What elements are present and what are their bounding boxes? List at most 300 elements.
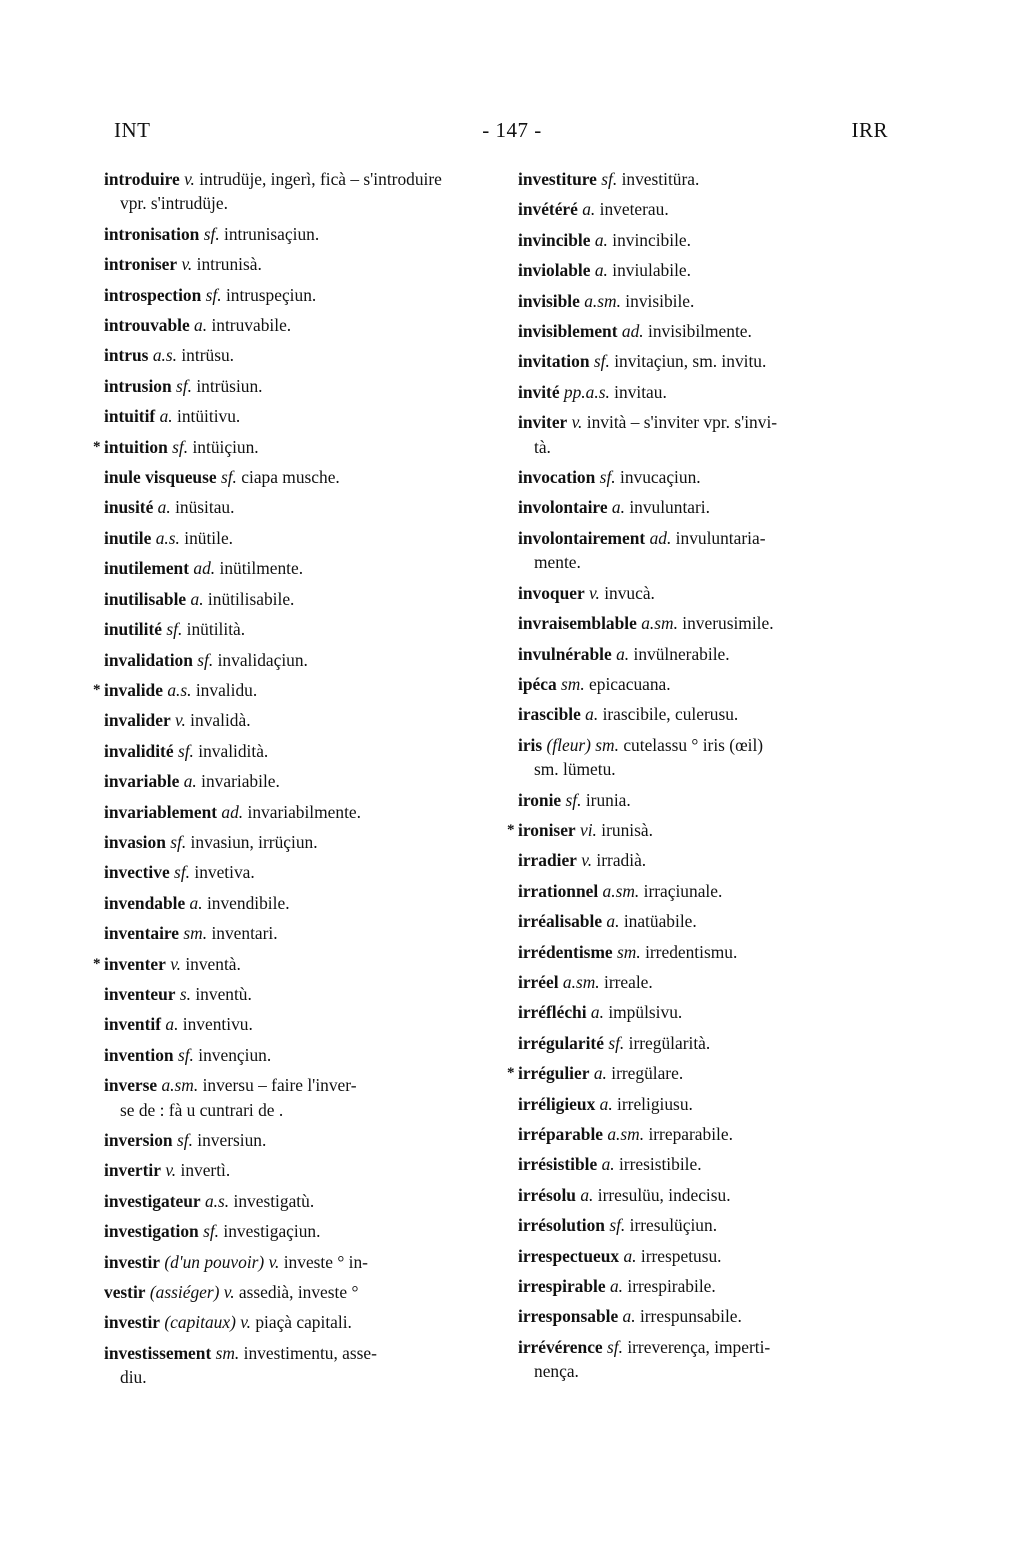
entry-translation: invendibile.: [206, 892, 290, 913]
entry-headword: inverse: [104, 1075, 158, 1096]
entry-grammar: a.sm.: [607, 1124, 645, 1144]
entry-grammar: a.: [594, 260, 608, 281]
dictionary-entry: [518, 1271, 896, 1301]
entry-translation: inütile.: [184, 527, 234, 548]
entry-translation: inüsitau.: [175, 497, 235, 518]
entry-translation: intüitivu.: [176, 406, 241, 427]
entry-translation: inverusimile.: [682, 613, 774, 634]
entry-headword: irrésolution: [518, 1215, 605, 1236]
dictionary-entry: [104, 371, 476, 401]
right-column: [507, 164, 896, 1387]
dictionary-entry: [104, 310, 476, 340]
entry-grammar: ad.: [193, 558, 216, 579]
dictionary-entry: [104, 888, 476, 918]
entry-grammar: a.s.: [152, 345, 177, 366]
entry-continuation: diu.: [120, 1367, 147, 1388]
entry-headword: introniser: [104, 254, 178, 275]
dictionary-entry: [518, 462, 896, 492]
entry-headword: inviter: [518, 412, 568, 433]
entry-grammar: a.: [623, 1245, 637, 1266]
dictionary-entry: [518, 377, 896, 407]
entry-grammar: sm.: [215, 1342, 240, 1363]
entry-translation: investigatù.: [233, 1190, 315, 1211]
entry-headword: inventif: [104, 1014, 162, 1035]
dictionary-entry: [518, 845, 896, 875]
entry-grammar: a.: [590, 1002, 604, 1023]
entry-grammar: a.: [190, 588, 204, 609]
dictionary-entry: [93, 432, 476, 462]
entry-headword: invocation: [518, 467, 596, 488]
entry-continuation: sm. lümetu.: [534, 759, 616, 780]
entry-headword: investiture: [518, 169, 597, 189]
dictionary-entry: [518, 967, 896, 997]
header-guide-word-left: INT: [114, 118, 151, 142]
entry-translation: inventà.: [185, 953, 241, 974]
entry-grammar: ad.: [621, 321, 644, 342]
dictionary-entry: [104, 766, 476, 796]
entry-headword: invétéré: [518, 199, 578, 220]
dictionary-entry: [104, 280, 476, 310]
entry-grammar: a.: [582, 199, 596, 220]
dictionary-entry: [518, 997, 896, 1027]
entry-headword: intrus: [104, 345, 149, 366]
entry-headword: intuition: [104, 436, 168, 457]
entry-headword: irrégularité: [518, 1032, 604, 1053]
entry-grammar: (assiéger) v.: [149, 1282, 235, 1303]
entry-star-marker: *: [507, 821, 515, 838]
dictionary-entry: [518, 255, 896, 285]
entry-headword: invoquer: [518, 582, 585, 603]
entry-translation: irreale.: [603, 971, 653, 992]
entry-translation: investitüra.: [621, 169, 700, 189]
dictionary-entry: [104, 1040, 476, 1070]
dictionary-entry: [518, 876, 896, 906]
entry-headword: invisiblement: [518, 321, 618, 342]
entry-grammar: (fleur) sm.: [546, 734, 619, 755]
entry-translation: irrespunsabile.: [639, 1306, 742, 1327]
entry-translation: invisibile.: [625, 290, 695, 311]
entry-translation: invalidu.: [195, 679, 258, 700]
entry-headword: irrespirable: [518, 1276, 606, 1297]
dictionary-entry: [518, 608, 896, 638]
entry-translation: inversiun.: [197, 1130, 267, 1150]
entry-star-marker: *: [507, 1065, 515, 1082]
dictionary-entry: [104, 614, 476, 644]
entry-grammar: sf.: [176, 375, 192, 396]
entry-headword: irréparable: [518, 1124, 603, 1144]
entry-translation: irregülarità.: [628, 1032, 711, 1053]
dictionary-entry: [104, 584, 476, 614]
entry-headword: irréfléchi: [518, 1002, 587, 1023]
entry-translation: inveterau.: [599, 199, 669, 220]
entry-translation: irradià.: [596, 850, 647, 871]
entry-translation: invincibile.: [612, 229, 691, 250]
entry-translation: invitaçiun, sm. invitu.: [614, 351, 767, 372]
entry-translation: invucà.: [604, 582, 655, 603]
entry-translation: piaçà capitali.: [255, 1312, 352, 1333]
entry-translation: irresistibile.: [618, 1154, 702, 1175]
entry-headword: irrévérence: [518, 1336, 603, 1357]
entry-grammar: v.: [181, 254, 193, 275]
entry-translation: investe ° in-: [283, 1251, 368, 1272]
entry-headword: invariable: [104, 771, 180, 792]
entry-headword: invalider: [104, 710, 171, 731]
entry-grammar: a.: [189, 892, 203, 913]
entry-headword: invalidation: [104, 649, 193, 670]
dictionary-entry: [518, 639, 896, 669]
entry-headword: invulnérable: [518, 643, 612, 664]
entry-translation: irresulüçiun.: [629, 1215, 718, 1236]
entry-grammar: sf.: [203, 223, 220, 244]
dictionary-entry: [518, 407, 896, 462]
entry-grammar: a.: [601, 1154, 615, 1175]
entry-headword: ironie: [518, 789, 562, 810]
entry-headword: invraisemblable: [518, 613, 637, 634]
dictionary-entry: [104, 1216, 476, 1246]
entry-grammar: sf.: [174, 862, 190, 883]
dictionary-entry: [104, 219, 476, 249]
dictionary-entry: [518, 699, 896, 729]
dictionary-entry: [518, 1210, 896, 1240]
entry-grammar: s.: [179, 983, 191, 1004]
entry-translation: irunisà.: [601, 819, 653, 840]
entry-grammar: pp.a.s.: [563, 381, 610, 402]
entry-grammar: v.: [165, 1160, 177, 1181]
entry-headword: irradier: [518, 850, 577, 871]
dictionary-entry: [507, 815, 896, 845]
entry-grammar: a.sm.: [602, 880, 640, 901]
entry-translation: irrespirabile.: [627, 1276, 716, 1297]
entry-translation: inütilmente.: [219, 558, 304, 579]
entry-headword: introduire: [104, 169, 180, 189]
entry-translation: irresulüu, indecisu.: [597, 1184, 731, 1205]
dictionary-entry: [104, 523, 476, 553]
entry-grammar: a.: [585, 704, 599, 725]
entry-headword: inviolable: [518, 260, 591, 281]
entry-translation: irreparabile.: [648, 1124, 733, 1144]
dictionary-entry: [104, 1009, 476, 1039]
entry-headword: vestir: [104, 1282, 146, 1303]
entry-headword: invalide: [104, 679, 163, 700]
entry-translation: intüiçiun.: [192, 436, 259, 457]
entry-headword: irréligieux: [518, 1093, 596, 1114]
entry-grammar: sm.: [183, 923, 208, 944]
entry-headword: irrésolu: [518, 1184, 576, 1205]
left-column: [93, 164, 476, 1393]
entry-headword: inventaire: [104, 923, 180, 944]
entry-translation: inventù.: [195, 983, 252, 1004]
entry-translation: invuluntaria-: [675, 527, 766, 548]
entry-headword: irrégulier: [518, 1063, 590, 1084]
dictionary-entry: [518, 523, 896, 578]
entry-grammar: (d'un pouvoir) v.: [164, 1251, 280, 1272]
entry-headword: invasion: [104, 831, 166, 852]
entry-grammar: v.: [175, 710, 186, 731]
entry-grammar: a.: [611, 497, 625, 518]
entry-grammar: a.s.: [167, 679, 192, 700]
dictionary-entry: [518, 346, 896, 376]
dictionary-entry: [104, 249, 476, 279]
dictionary-entry: [93, 675, 476, 705]
entry-headword: ipéca: [518, 673, 557, 694]
dictionary-entry: [104, 1155, 476, 1185]
dictionary-entry: [104, 553, 476, 583]
entry-translation: inventari.: [211, 923, 278, 944]
dictionary-entry: [104, 979, 476, 1009]
entry-grammar: v.: [589, 582, 600, 603]
entry-translation: irrespetusu.: [640, 1245, 722, 1266]
entry-grammar: sf.: [170, 831, 187, 852]
entry-headword: investissement: [104, 1342, 212, 1363]
dictionary-entry: [104, 645, 476, 675]
dictionary-entry: [518, 669, 896, 699]
entry-translation: invülnerabile.: [633, 643, 730, 664]
entry-grammar: a.s.: [204, 1190, 230, 1211]
entry-grammar: sf.: [220, 467, 237, 488]
entry-grammar: a.: [194, 315, 208, 336]
entry-translation: intrunisà.: [196, 254, 262, 275]
entry-translation: invisibilmente.: [648, 321, 752, 342]
entry-grammar: a.: [606, 911, 620, 932]
entry-translation: invariabilmente.: [247, 801, 361, 822]
entry-translation: invalidà.: [190, 710, 251, 731]
entry-translation: irraçiunale.: [643, 880, 723, 901]
entry-translation: irregülare.: [611, 1063, 684, 1084]
dictionary-entry: [104, 857, 476, 887]
dictionary-entry: [518, 225, 896, 255]
entry-translation: intrunisaçiun.: [224, 223, 320, 244]
entry-headword: irréalisable: [518, 911, 603, 932]
dictionary-entry: [104, 401, 476, 431]
entry-grammar: a.: [157, 497, 171, 518]
entry-headword: irresponsable: [518, 1306, 619, 1327]
entry-continuation: tà.: [534, 436, 551, 457]
entry-translation: invertì.: [180, 1160, 231, 1181]
entry-grammar: ad.: [649, 527, 672, 548]
entry-translation: invalidaçiun.: [217, 649, 308, 670]
entry-translation: intruvabile.: [211, 315, 292, 336]
entry-headword: irréel: [518, 971, 559, 992]
entry-grammar: sf.: [203, 1221, 220, 1242]
entry-grammar: a.sm.: [562, 971, 600, 992]
dictionary-entry: [518, 194, 896, 224]
entry-translation: inatüabile.: [623, 911, 697, 932]
entry-translation: epicacuana.: [589, 673, 671, 694]
entry-translation: invetiva.: [194, 862, 255, 883]
page-header: [0, 118, 1024, 148]
entry-headword: investigateur: [104, 1190, 201, 1211]
entry-grammar: sm.: [561, 673, 585, 694]
entry-headword: introspection: [104, 284, 202, 305]
dictionary-entry: [518, 492, 896, 522]
entry-grammar: a.: [622, 1306, 636, 1327]
entry-translation: irunia.: [585, 789, 631, 810]
entry-continuation: vpr. s'intrudüje.: [120, 193, 228, 214]
dictionary-entry: [518, 937, 896, 967]
dictionary-entry: [104, 736, 476, 766]
entry-grammar: (capitaux) v.: [164, 1312, 251, 1333]
entry-grammar: v.: [170, 953, 181, 974]
entry-headword: involontairement: [518, 527, 646, 548]
entry-grammar: a.: [609, 1276, 623, 1297]
entry-grammar: a.s.: [155, 527, 180, 548]
dictionary-entry: [104, 918, 476, 948]
entry-headword: irrésistible: [518, 1154, 598, 1175]
entry-headword: inusité: [104, 497, 154, 518]
entry-headword: inutilisable: [104, 588, 187, 609]
entry-headword: invective: [104, 862, 170, 883]
dictionary-entry: [518, 164, 896, 194]
dictionary-entry: [104, 705, 476, 735]
entry-translation: inütilità.: [186, 619, 246, 640]
entry-translation: inversu – faire l'inver-: [202, 1075, 357, 1096]
entry-grammar: a.: [616, 643, 630, 664]
dictionary-entry: [518, 1089, 896, 1119]
entry-headword: irrespectueux: [518, 1245, 620, 1266]
entry-translation: ciapa musche.: [241, 467, 340, 488]
entry-headword: irrédentisme: [518, 941, 613, 962]
header-guide-word-right: IRR: [851, 118, 888, 142]
entry-grammar: sf.: [565, 789, 582, 810]
entry-star-marker: *: [93, 955, 101, 972]
dictionary-entry: [518, 1180, 896, 1210]
dictionary-entry: [104, 340, 476, 370]
dictionary-entry: [93, 949, 476, 979]
dictionary-entry: [518, 1119, 896, 1149]
entry-continuation: nença.: [534, 1361, 579, 1382]
entry-grammar: sf.: [593, 351, 610, 372]
dictionary-entry: [507, 1058, 896, 1088]
entry-headword: inventer: [104, 953, 166, 974]
entry-headword: inutilité: [104, 619, 162, 640]
entry-translation: intrudüje, ingerì, ficà – s'introduire: [199, 169, 442, 189]
entry-grammar: sf.: [177, 1044, 194, 1065]
entry-translation: invariabile.: [201, 771, 280, 792]
entry-grammar: a.: [183, 771, 197, 792]
entry-headword: iris: [518, 734, 543, 755]
entry-grammar: v.: [581, 850, 593, 871]
entry-headword: invincible: [518, 229, 591, 250]
entry-grammar: a.sm.: [641, 613, 678, 634]
entry-grammar: a.: [593, 1063, 607, 1084]
dictionary-entry: [518, 730, 896, 785]
entry-grammar: a.sm.: [161, 1075, 199, 1096]
entry-headword: intrusion: [104, 375, 172, 396]
dictionary-entry: [518, 906, 896, 936]
entry-translation: irascibile, culerusu.: [602, 704, 739, 725]
entry-headword: investir: [104, 1251, 161, 1272]
entry-grammar: sf.: [172, 436, 189, 457]
dictionary-entry: [518, 785, 896, 815]
entry-grammar: a.: [580, 1184, 594, 1205]
entry-star-marker: *: [93, 681, 101, 698]
entry-translation: invalidità.: [198, 740, 269, 761]
entry-translation: intruspeçiun.: [225, 284, 317, 305]
entry-translation: investimentu, asse-: [243, 1342, 377, 1363]
entry-grammar: sf.: [607, 1336, 623, 1357]
entry-grammar: sf.: [166, 619, 183, 640]
entry-grammar: v.: [571, 412, 583, 433]
entry-grammar: a.: [159, 406, 173, 427]
dictionary-entry: [104, 827, 476, 857]
entry-headword: intuitif: [104, 406, 156, 427]
entry-translation: intrüsu.: [181, 345, 234, 366]
entry-headword: irascible: [518, 704, 581, 725]
entry-headword: invariablement: [104, 801, 218, 822]
entry-translation: invucaçiun.: [619, 467, 701, 488]
entry-translation: invità – s'inviter vpr. s'invi-: [586, 412, 778, 433]
entry-headword: inventeur: [104, 983, 176, 1004]
entry-headword: invité: [518, 381, 560, 402]
entry-headword: investigation: [104, 1221, 199, 1242]
entry-grammar: sm.: [617, 941, 641, 962]
dictionary-entry: [518, 1332, 896, 1387]
entry-grammar: sf.: [601, 169, 618, 189]
entry-headword: inutile: [104, 527, 152, 548]
dictionary-entry: [518, 1301, 896, 1331]
entry-grammar: ad.: [221, 801, 244, 822]
entry-continuation: se de : fà u cuntrari de .: [120, 1099, 284, 1120]
entry-headword: intronisation: [104, 223, 200, 244]
entry-grammar: sf.: [197, 649, 214, 670]
dictionary-entry: [104, 1186, 476, 1216]
entry-headword: irrationnel: [518, 880, 599, 901]
entry-grammar: sf.: [599, 467, 616, 488]
entry-translation: intrüsiun.: [196, 375, 263, 396]
entry-translation: inütilisabile.: [207, 588, 295, 609]
dictionary-entry: [104, 1070, 476, 1125]
entry-headword: involontaire: [518, 497, 608, 518]
entry-headword: invalidité: [104, 740, 174, 761]
entry-headword: inule visqueuse: [104, 467, 217, 488]
dictionary-entry: [518, 1149, 896, 1179]
entry-continuation: mente.: [534, 552, 581, 573]
entry-headword: invention: [104, 1044, 174, 1065]
entry-grammar: a.: [165, 1014, 179, 1035]
dictionary-entry: [518, 1028, 896, 1058]
entry-headword: introuvable: [104, 315, 190, 336]
entry-grammar: sf.: [205, 284, 222, 305]
entry-translation: invuluntari.: [629, 497, 710, 518]
dictionary-entry: [104, 1277, 476, 1307]
entry-headword: invendable: [104, 892, 186, 913]
entry-headword: inversion: [104, 1130, 173, 1150]
entry-headword: invertir: [104, 1160, 161, 1181]
entry-translation: impülsivu.: [608, 1002, 683, 1023]
entry-grammar: a.: [594, 229, 608, 250]
entry-headword: invitation: [518, 351, 590, 372]
entry-translation: invasiun, irrüçiun.: [190, 831, 318, 852]
dictionary-entry: [518, 316, 896, 346]
entry-headword: inutilement: [104, 558, 190, 579]
dictionary-entry: [104, 492, 476, 522]
entry-translation: inventivu.: [182, 1014, 253, 1035]
dictionary-entry: [104, 164, 476, 219]
entry-headword: ironiser: [518, 819, 576, 840]
entry-grammar: sf.: [177, 740, 194, 761]
entry-translation: irreverença, imperti-: [627, 1336, 771, 1357]
entry-translation: invitau.: [614, 381, 667, 402]
entry-headword: investir: [104, 1312, 161, 1333]
entry-grammar: a.: [599, 1093, 613, 1114]
dictionary-entry: [518, 578, 896, 608]
entry-translation: invençiun.: [198, 1044, 272, 1065]
dictionary-entry: [104, 797, 476, 827]
entry-grammar: vi.: [580, 819, 597, 840]
entry-grammar: sf.: [608, 1032, 625, 1053]
entry-star-marker: *: [93, 438, 101, 455]
entry-translation: investigaçiun.: [223, 1221, 321, 1242]
